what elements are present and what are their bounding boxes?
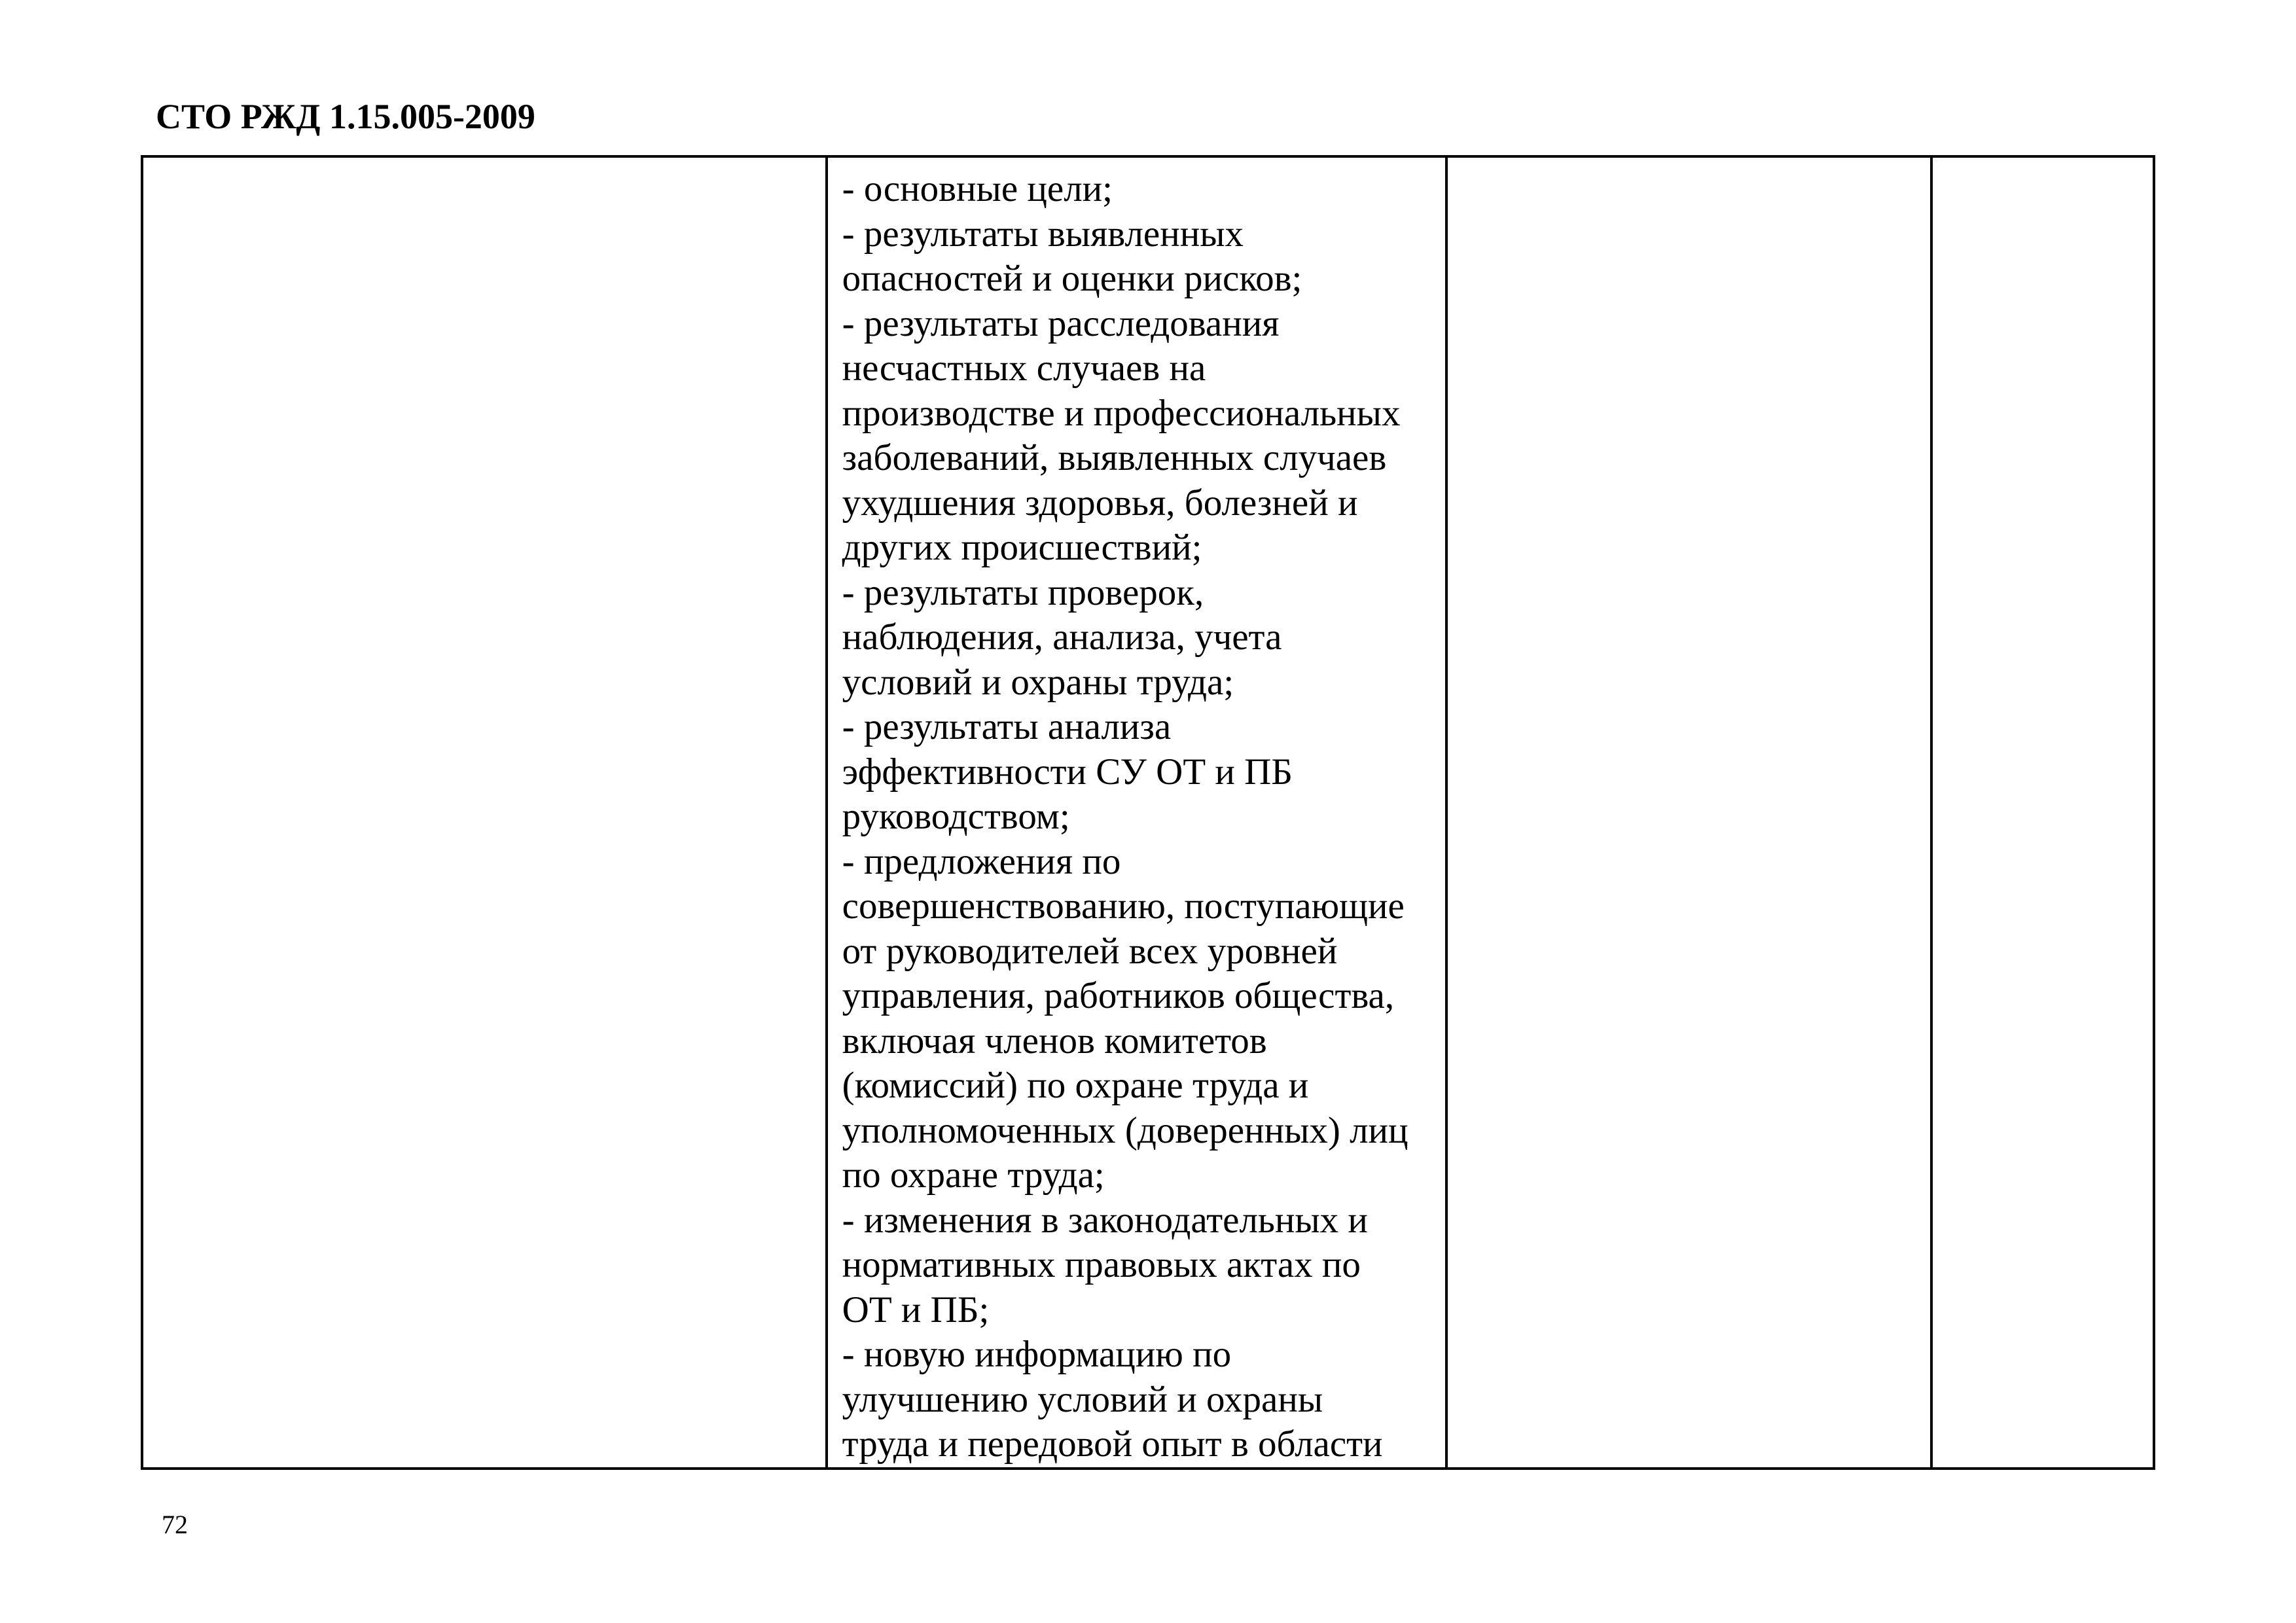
cell-text-line: несчастных случаев на [842,348,1206,389]
cell-text-line: улучшению условий и охраны [842,1378,1323,1420]
cell-text-line: - основные цели; [842,168,1113,209]
table-cell-col2 [827,156,1447,1469]
cell-text-line: - результаты выявленных [842,213,1244,255]
table-cell-col3 [1446,156,1931,1469]
cell-text-line: - результаты расследования [842,302,1280,344]
table-row [142,156,2154,1469]
table-cell-col4 [1931,156,2154,1469]
cell-text-line: совершенствованию, поступающие [842,885,1405,927]
cell-text-line: - изменения в законодательных и [842,1199,1368,1241]
requirements-list-text [828,158,1446,1467]
cell-text-line: - результаты анализа [842,706,1172,747]
cell-text-line: наблюдения, анализа, учета [842,616,1282,658]
cell-text-line: труда и передовой опыт в области [842,1423,1383,1465]
cell-text-line: заболеваний, выявленных случаев [842,437,1387,478]
content-table [141,155,2155,1470]
cell-text-line: нормативных правовых актах по [842,1244,1361,1285]
cell-text-line: включая членов комитетов [842,1020,1267,1061]
cell-text-line: - новую информацию по [842,1334,1232,1375]
document-code-header: СТО РЖД 1.15.005-2009 [156,97,535,136]
cell-text-line: условий и охраны труда; [842,661,1234,703]
cell-text-line: руководством; [842,796,1070,837]
cell-text-line: производстве и профессиональных [842,392,1401,434]
page-number: 72 [162,1510,188,1539]
cell-text-line: ОТ и ПБ; [842,1289,990,1330]
cell-text-line: управления, работников общества, [842,975,1395,1016]
cell-text-line: опасностей и оценки рисков; [842,258,1302,299]
cell-text-line: эффективности СУ ОТ и ПБ [842,751,1293,793]
cell-text-line: - результаты проверок, [842,571,1204,613]
cell-text-line: уполномоченных (доверенных) лиц [842,1109,1408,1151]
cell-text-line: - предложения по [842,840,1121,882]
cell-text-line: от руководителей всех уровней [842,930,1338,972]
cell-text-line: (комиссий) по охране труда и [842,1065,1309,1106]
cell-text-line: по охране труда; [842,1154,1105,1196]
cell-text-line: ухудшения здоровья, болезней и [842,482,1358,524]
table-cell-col1 [142,156,827,1469]
cell-text-line: других происшествий; [842,527,1202,568]
